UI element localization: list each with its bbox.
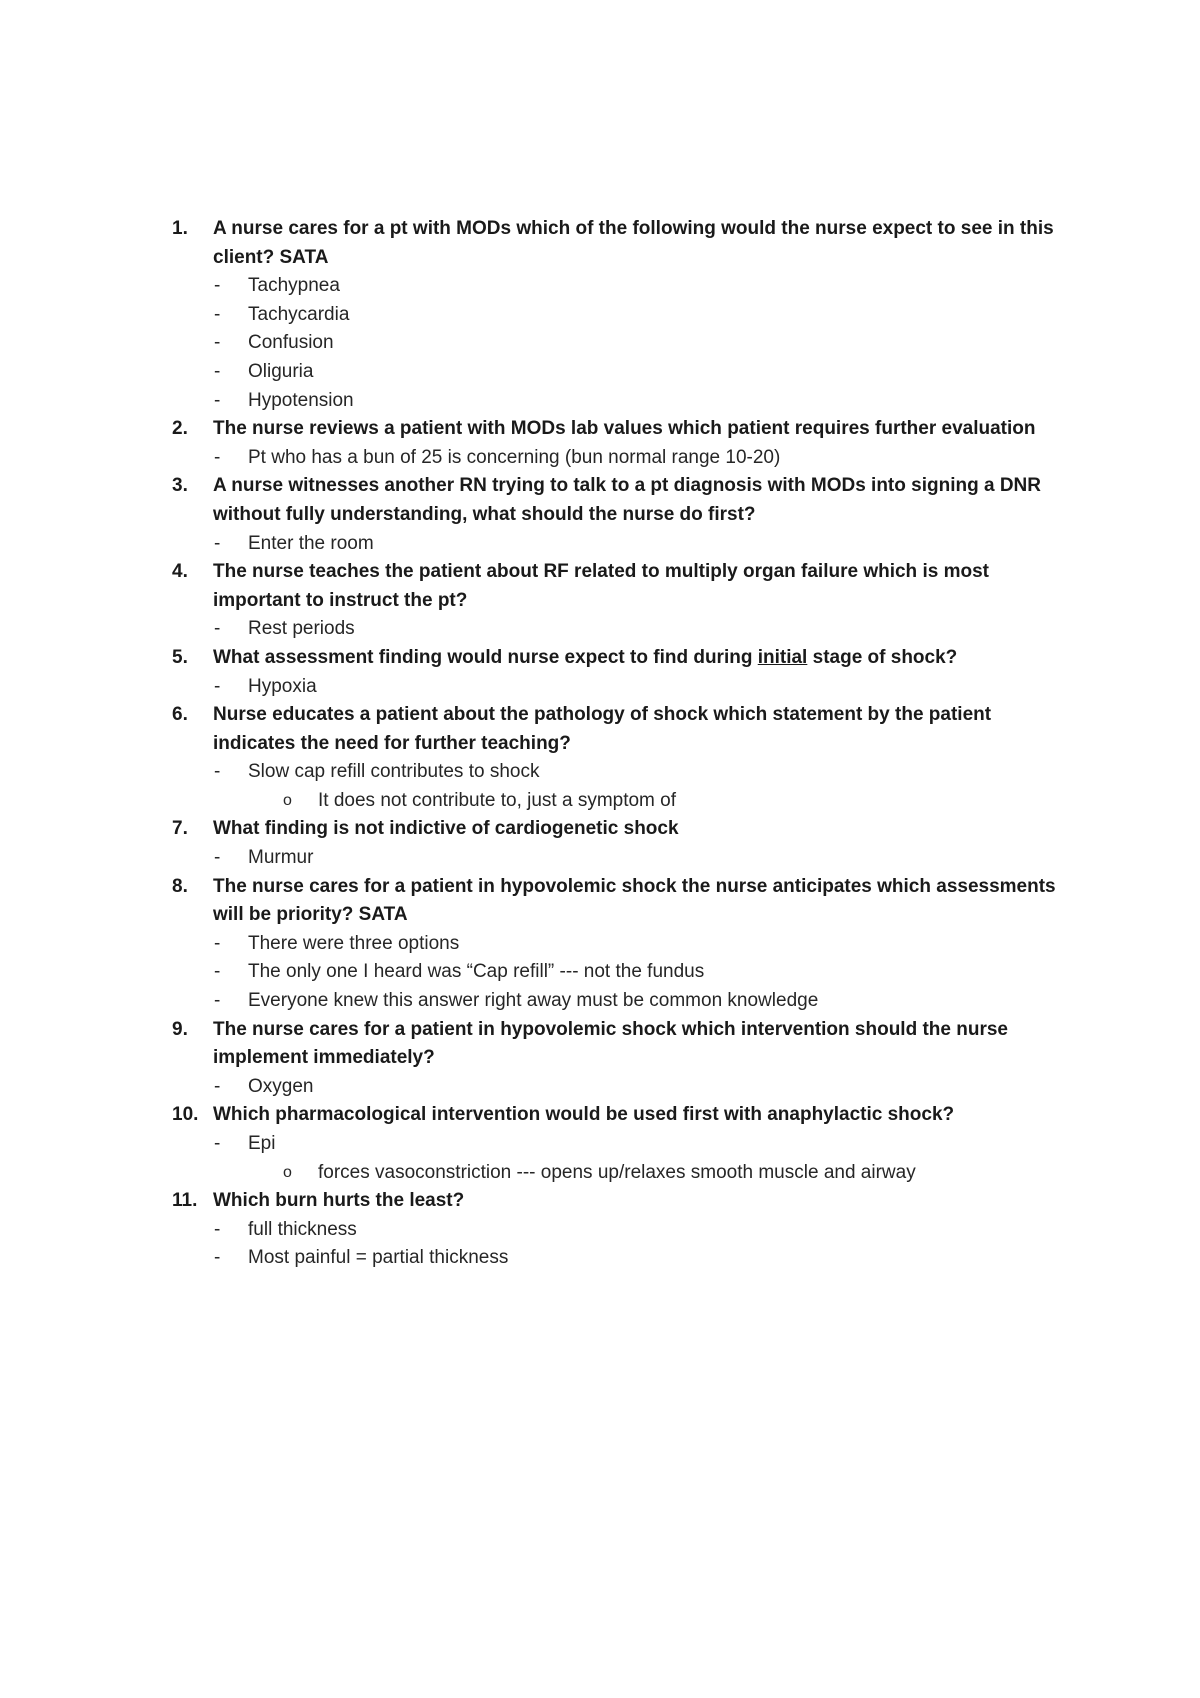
question-item xyxy=(172,215,1072,415)
question-item xyxy=(172,815,1072,872)
question-item xyxy=(172,701,1072,815)
question-text-part: stage of shock? xyxy=(807,646,958,668)
answer-text: Most painful = partial thickness xyxy=(248,1247,509,1269)
underlined-word: initial xyxy=(757,646,808,668)
question-text: The nurse cares for a patient in hypovolemic shock the nurse anticipates which assessments will be priority? SATA xyxy=(213,875,1056,926)
question-number: 6. xyxy=(172,704,188,726)
answer-text: Rest periods xyxy=(248,618,355,640)
question-number: 5. xyxy=(172,646,188,668)
dash-bullet: - xyxy=(214,1075,221,1097)
answer-list xyxy=(213,272,1072,415)
answer-list xyxy=(213,444,1072,473)
question-number: 10. xyxy=(172,1104,199,1126)
question-number: 11. xyxy=(172,1190,198,1212)
answer-text: Slow cap refill contributes to shock xyxy=(248,761,540,783)
dash-bullet: - xyxy=(214,1247,221,1269)
question-text: The nurse teaches the patient about RF related to multiply organ failure which is most important to instruct the pt? xyxy=(213,561,989,611)
question-text: The nurse reviews a patient with MODs lab values which patient requires further evaluation xyxy=(213,418,1036,440)
question-number: 9. xyxy=(172,1018,188,1040)
dash-bullet: - xyxy=(214,332,221,354)
answer-item xyxy=(213,615,1072,644)
dash-bullet: - xyxy=(214,618,221,640)
dash-bullet: - xyxy=(214,961,221,983)
answer-item xyxy=(213,958,1072,987)
question-text: The nurse cares for a patient in hypovolemic shock which intervention should the nurse implement immediately? xyxy=(213,1018,1008,1069)
question-text: What finding is not indictive of cardiogenetic shock xyxy=(213,818,679,840)
sub-answer-text: It does not contribute to, just a symptom of xyxy=(318,789,677,811)
answer-list xyxy=(213,930,1072,1016)
answer-text: Hypotension xyxy=(248,389,354,411)
answer-text: There were three options xyxy=(248,932,460,954)
question-number: 1. xyxy=(172,218,188,239)
question-text: A nurse witnesses another RN trying to talk to a pt diagnosis with MODs into signing a DNR without fully understanding, what should the nurse do first? xyxy=(213,475,1041,525)
answer-item xyxy=(213,301,1072,330)
answer-item xyxy=(213,329,1072,358)
answer-list xyxy=(213,758,1072,815)
answer-item xyxy=(213,844,1072,873)
answer-text: Hypoxia xyxy=(248,675,317,697)
question-text xyxy=(213,644,1072,673)
question-text: Nurse educates a patient about the pathology of shock which statement by the patient indicates the need for further teaching? xyxy=(213,704,992,754)
answer-text: Murmur xyxy=(248,847,314,869)
answer-item xyxy=(213,1073,1072,1102)
answer-list xyxy=(213,1130,1072,1187)
question-item xyxy=(172,558,1072,644)
answer-item xyxy=(213,987,1072,1016)
sub-answer-item xyxy=(248,787,1072,816)
answer-list xyxy=(213,1216,1072,1273)
answer-list xyxy=(213,615,1072,644)
answer-item xyxy=(213,272,1072,301)
question-number: 3. xyxy=(172,475,188,497)
dash-bullet: - xyxy=(214,675,221,697)
answer-item xyxy=(213,673,1072,702)
answer-text: Confusion xyxy=(248,332,334,354)
dash-bullet: - xyxy=(214,360,221,382)
question-text: Which burn hurts the least? xyxy=(213,1190,465,1212)
answer-text: Everyone knew this answer right away must be common knowledge xyxy=(248,990,819,1012)
sub-answer-list xyxy=(248,787,1072,816)
dash-bullet: - xyxy=(214,1218,221,1240)
dash-bullet: - xyxy=(214,532,221,554)
answer-list xyxy=(213,844,1072,873)
question-item xyxy=(172,472,1072,558)
dash-bullet: - xyxy=(214,761,221,783)
question-item xyxy=(172,1016,1072,1102)
answer-text: Tachycardia xyxy=(248,303,350,325)
question-list xyxy=(172,215,1072,1273)
answer-item xyxy=(213,758,1072,815)
dash-bullet: - xyxy=(214,990,221,1012)
answer-item xyxy=(213,530,1072,559)
answer-item xyxy=(213,1216,1072,1245)
answer-text: Pt who has a bun of 25 is concerning (bun normal range 10-20) xyxy=(248,446,781,468)
answer-list xyxy=(213,673,1072,702)
answer-text: Oxygen xyxy=(248,1075,314,1097)
dash-bullet: - xyxy=(214,932,221,954)
question-number: 8. xyxy=(172,875,188,897)
answer-list xyxy=(213,1073,1072,1102)
answer-text: Enter the room xyxy=(248,532,374,554)
dash-bullet: - xyxy=(214,389,221,411)
dash-bullet: - xyxy=(214,1133,221,1154)
sub-answer-list xyxy=(248,1159,1072,1188)
answer-text: Oliguria xyxy=(248,360,314,382)
sub-answer-item xyxy=(248,1159,1072,1188)
dash-bullet: - xyxy=(214,446,221,468)
circle-bullet-icon: o xyxy=(283,791,292,809)
answer-text: Epi xyxy=(248,1133,276,1154)
circle-bullet-icon: o xyxy=(283,1163,292,1181)
question-text: Which pharmacological intervention would be used first with anaphylactic shock? xyxy=(213,1104,955,1126)
question-item xyxy=(172,873,1072,1016)
sub-answer-text: forces vasoconstriction --- opens up/relaxes smooth muscle and airway xyxy=(318,1161,916,1183)
dash-bullet: - xyxy=(214,275,221,297)
question-item xyxy=(172,1101,1072,1187)
answer-item xyxy=(213,930,1072,959)
question-text: A nurse cares for a pt with MODs which of the following would the nurse expect to see in this client? SATA xyxy=(213,218,1054,268)
answer-list xyxy=(213,530,1072,559)
dash-bullet: - xyxy=(214,847,221,869)
dash-bullet: - xyxy=(214,303,221,325)
answer-text: full thickness xyxy=(248,1218,357,1240)
question-item xyxy=(172,644,1072,701)
answer-item xyxy=(213,1130,1072,1187)
question-text-part: What assessment finding would nurse expect to find during xyxy=(213,646,758,668)
question-item xyxy=(172,415,1072,472)
question-number: 2. xyxy=(172,418,188,440)
question-number: 4. xyxy=(172,561,188,583)
answer-text: The only one I heard was “Cap refill” --- not the fundus xyxy=(248,961,705,983)
answer-item xyxy=(213,387,1072,416)
question-item xyxy=(172,1187,1072,1273)
answer-item xyxy=(213,358,1072,387)
answer-item xyxy=(213,1244,1072,1273)
question-number: 7. xyxy=(172,818,188,840)
answer-text: Tachypnea xyxy=(248,275,340,297)
answer-item xyxy=(213,444,1072,473)
